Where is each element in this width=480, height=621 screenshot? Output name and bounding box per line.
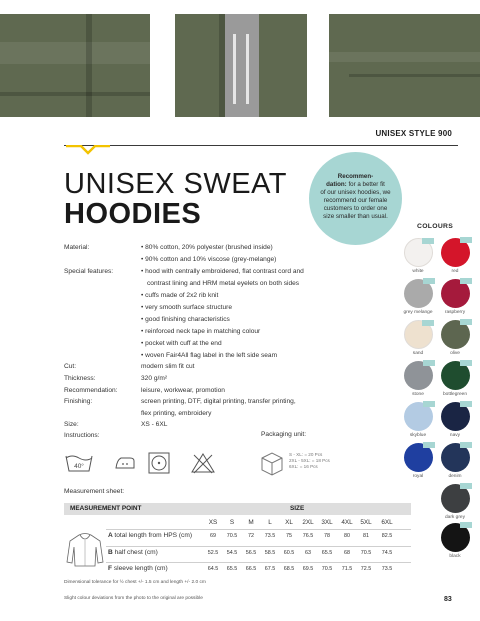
size-header: 6XL — [381, 519, 393, 526]
size-header: XL — [285, 519, 293, 526]
table-cell: 72.5 — [360, 566, 372, 572]
thickness-label: Thickness: — [64, 375, 96, 382]
size-label: Size: — [64, 421, 79, 428]
colour-swatch — [441, 484, 470, 513]
feature-1b: contrast lining and HRM metal eyelets on both sides — [147, 280, 300, 287]
feature-6: • pocket with cuff at the end — [141, 340, 222, 347]
colour-swatch — [441, 238, 470, 267]
material-2: • 90% cotton and 10% viscose (grey-melange) — [141, 256, 277, 263]
tumble-dry-icon — [147, 452, 171, 474]
recommendation-value: leisure, workwear, promotion — [141, 387, 225, 394]
wash-40-icon — [64, 452, 94, 474]
tolerance-note: Dimensional tolerance for ½ chest +/- 1.5 cm and length +/- 2.0 cm — [64, 580, 206, 585]
colour-swatch-label: royal — [412, 474, 424, 479]
table-cell: 65.5 — [321, 550, 333, 556]
divider — [64, 145, 458, 146]
table-cell: 56.5 — [245, 550, 257, 556]
cut-label: Cut: — [64, 363, 77, 370]
swatch-tag — [460, 360, 472, 366]
colour-swatch — [441, 523, 470, 552]
table-cell: 76.5 — [302, 533, 314, 539]
feature-5: • reinforced neck tape in matching colour — [141, 328, 261, 335]
colour-swatch-label: dark grey — [445, 515, 465, 520]
thickness-value: 320 g/m² — [141, 375, 168, 382]
swatch-tag — [423, 442, 435, 448]
table-cell: 66.5 — [245, 566, 257, 572]
colour-deviation-note: Slight colour deviations from the photo to the original are possible — [64, 596, 203, 601]
size-header: 3XL — [321, 519, 333, 526]
table-row-label: F sleeve length (cm) — [108, 565, 168, 572]
row-divider — [106, 529, 411, 530]
row-divider — [106, 562, 411, 563]
swatch-tag — [460, 522, 472, 528]
table-cell: 63 — [305, 550, 311, 556]
colour-swatch-label: bottlegreen — [442, 392, 467, 397]
col-size: SIZE — [290, 505, 305, 512]
box-icon — [259, 450, 285, 476]
packaging-line-3: 6XL: = 16 Pcs — [289, 464, 318, 470]
table-cell: 70.5 — [360, 550, 372, 556]
colour-swatch — [404, 402, 433, 431]
product-photo-hood-cord — [175, 14, 307, 117]
swatch-tag — [460, 483, 472, 489]
recommendation-label: Recommendation: — [64, 387, 118, 394]
colour-swatch-label: skyblue — [409, 433, 427, 438]
colour-swatch-label: sand — [412, 351, 424, 356]
size-header: M — [248, 519, 254, 526]
table-cell: 64.5 — [207, 566, 219, 572]
swatch-tag — [460, 278, 472, 284]
cut-value: modern slim fit cut — [141, 363, 195, 370]
table-cell: 58.5 — [264, 550, 276, 556]
finishing-label: Finishing: — [64, 398, 93, 405]
colours-heading: COLOURS — [417, 223, 454, 230]
table-cell: 52.5 — [207, 550, 219, 556]
colour-swatch-label: navy — [449, 433, 461, 438]
table-cell: 75 — [286, 533, 292, 539]
table-cell: 74.5 — [381, 550, 393, 556]
packaging-label: Packaging unit: — [261, 431, 307, 438]
swatch-tag — [423, 401, 435, 407]
feature-4: • good finishing characteristics — [141, 316, 230, 323]
material-1: • 80% cotton, 20% polyester (brushed inside) — [141, 244, 273, 251]
size-value: XS - 6XL — [141, 421, 168, 428]
swatch-tag — [460, 401, 472, 407]
table-cell: 71.5 — [341, 566, 353, 572]
packaging-line-2: 2XL - 5XL: = 18 Pcs — [289, 458, 330, 464]
swatch-tag — [460, 442, 472, 448]
measurement-sheet-label: Measurement sheet: — [64, 488, 125, 495]
packaging-info — [289, 452, 330, 471]
table-cell: 70.5 — [226, 533, 238, 539]
iron-icon — [112, 452, 138, 474]
table-cell: 80 — [344, 533, 350, 539]
colour-swatch-label: denim — [448, 474, 462, 479]
size-header: 4XL — [341, 519, 353, 526]
table-cell: 68 — [344, 550, 350, 556]
hoodie-diagram-icon — [66, 532, 104, 568]
colour-swatch-label: black — [449, 553, 461, 559]
feature-2: • cuffs made of 2x2 rib knit — [141, 292, 219, 299]
colour-swatch — [441, 279, 470, 308]
no-bleach-icon — [190, 452, 216, 474]
colour-swatch — [404, 443, 433, 472]
table-cell: 82.5 — [381, 533, 393, 539]
page-title-line2: HOODIES — [64, 198, 202, 230]
table-cell: 72 — [248, 533, 254, 539]
swatch-tag — [423, 360, 435, 366]
page-number: 83 — [444, 596, 452, 603]
finishing-2: flex printing, embroidery — [141, 410, 212, 417]
size-header: 5XL — [360, 519, 372, 526]
table-cell: 60.5 — [283, 550, 295, 556]
row-divider — [106, 546, 411, 547]
wash-temp: 40° — [74, 463, 84, 470]
table-cell: 78 — [324, 533, 330, 539]
table-cell: 69.5 — [302, 566, 314, 572]
table-row-label: B half chest (cm) — [108, 549, 158, 556]
recommendation-bubble — [309, 152, 402, 245]
colour-swatch — [441, 443, 470, 472]
swatch-tag — [460, 237, 472, 243]
page-title-line1: UNISEX SWEAT — [64, 168, 287, 200]
style-code: UNISEX STYLE 900 — [375, 129, 452, 138]
colour-swatch — [441, 361, 470, 390]
swatch-tag — [460, 319, 472, 325]
colour-swatch-label: olive — [450, 351, 460, 356]
swatch-tag — [422, 320, 434, 326]
feature-3: • very smooth surface structure — [141, 304, 232, 311]
col-measurement-point: MEASUREMENT POINT — [70, 505, 142, 512]
size-header: 2XL — [302, 519, 314, 526]
chevron-down-icon — [66, 145, 110, 155]
colour-swatch — [441, 320, 470, 349]
colour-swatch — [404, 361, 433, 390]
product-photo-sleeve — [0, 14, 150, 117]
product-photo-shoulder — [329, 14, 480, 117]
colour-swatch-label: red — [451, 269, 459, 274]
colour-swatch — [441, 402, 470, 431]
table-cell: 65.5 — [226, 566, 238, 572]
colour-swatch-label: stone — [412, 392, 424, 397]
table-cell: 67.5 — [264, 566, 276, 572]
recommendation-heading: Recommen- dation: for a better fit — [326, 173, 385, 188]
finishing-1: screen printing, DTF, digital printing, transfer printing, — [141, 398, 296, 405]
packaging-line-1: S - XL: = 20 Pcs — [289, 452, 323, 457]
colour-swatch-label: raspberry — [444, 310, 466, 315]
colour-swatch — [404, 320, 433, 349]
table-row-label: A total length from HPS (cm) — [108, 532, 193, 539]
colour-swatch-label: white — [412, 269, 424, 274]
feature-1a: • hood with centrally embroidered, flat contrast cord and — [141, 268, 304, 275]
size-header: XS — [208, 519, 218, 526]
table-cell: 81 — [363, 533, 369, 539]
feature-7: • woven Fair4All flag label in the left side seam — [141, 352, 278, 359]
size-header: S — [229, 519, 235, 526]
size-header: L — [268, 519, 272, 526]
instructions-label: Instructions: — [64, 432, 100, 439]
colour-swatch — [404, 238, 433, 267]
features-label: Special features: — [64, 268, 114, 275]
table-cell: 70.5 — [321, 566, 333, 572]
table-cell: 73.5 — [264, 533, 276, 539]
table-cell: 68.5 — [283, 566, 295, 572]
colour-swatch — [404, 279, 433, 308]
swatch-tag — [423, 278, 435, 284]
swatch-tag — [422, 238, 434, 244]
table-cell: 54.5 — [226, 550, 238, 556]
material-label: Material: — [64, 244, 90, 251]
table-cell: 69 — [210, 533, 216, 539]
recommendation-text: of our unisex hoodies, we recommend our female customers to order one size smaller than usual. — [320, 189, 391, 220]
table-cell: 73.5 — [381, 566, 393, 572]
colour-swatch-label: grey melange — [403, 310, 433, 315]
